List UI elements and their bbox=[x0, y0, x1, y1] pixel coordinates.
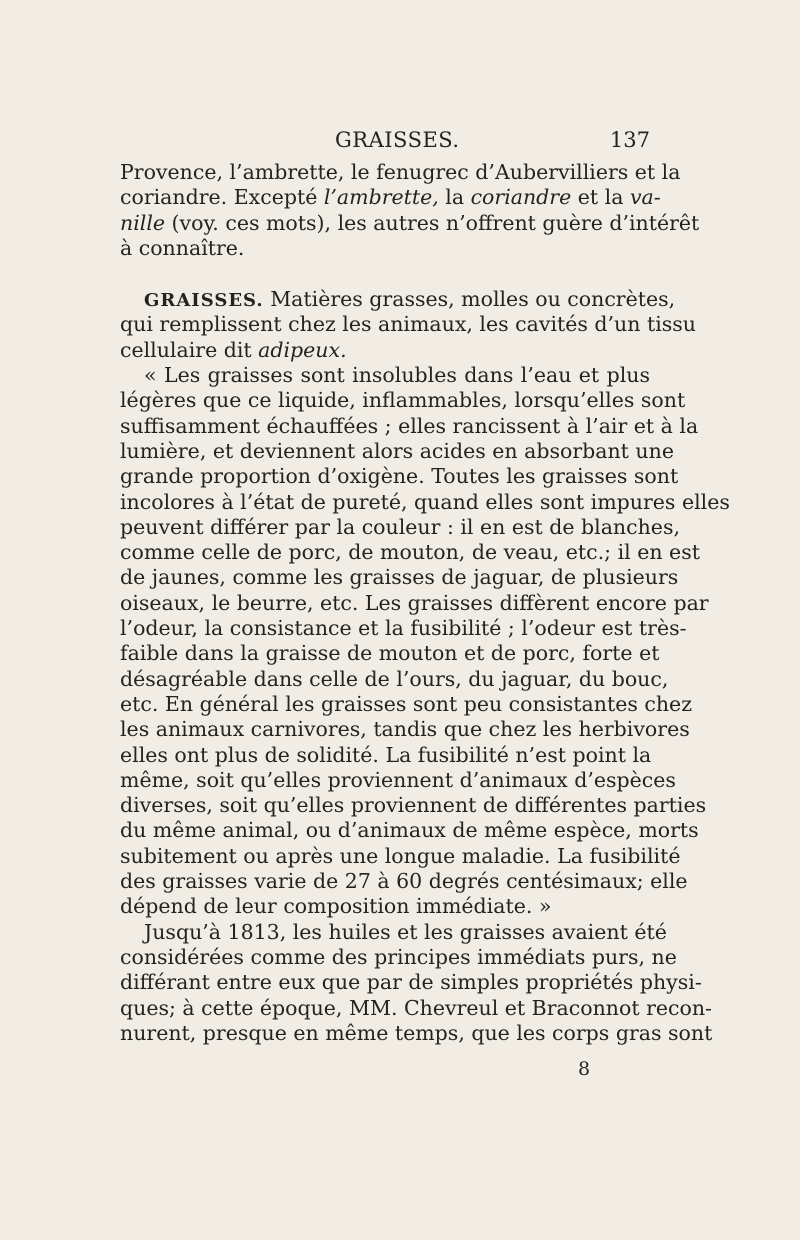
text-line: de jaunes, comme les graisses de jaguar, de plusieurs bbox=[120, 565, 679, 590]
text-line bbox=[120, 338, 650, 363]
italic-term: adipeux. bbox=[258, 337, 347, 362]
text-line: suffisamment échauffées ; elles rancissent à l’air et à la bbox=[120, 413, 699, 438]
text-line: peuvent différer par la couleur : il en est de blanches, bbox=[120, 514, 680, 539]
text-line: Jusqu’à 1813, les huiles et les graisses avaient été bbox=[144, 919, 667, 944]
entry-headword: GRAISSES. bbox=[144, 290, 264, 312]
italic-term: nille bbox=[120, 210, 166, 235]
paragraph-history bbox=[120, 919, 713, 1046]
text-line: subitement ou après une longue maladie. La fusibilité bbox=[120, 843, 681, 868]
paragraph-gap bbox=[120, 261, 650, 287]
text-line: « Les graisses sont insolubles dans l’eau et plus bbox=[144, 363, 650, 388]
text-span: (voy. ces mots), les autres n’offrent guère d’intérêt bbox=[165, 210, 700, 235]
text-line: nurent, presque en même temps, que les corps gras sont bbox=[120, 1020, 713, 1045]
text-span: et la bbox=[571, 185, 630, 210]
text-line: incolores à l’état de pureté, quand elles sont impures elles bbox=[120, 489, 730, 514]
text-line: les animaux carnivores, tandis que chez les herbivores bbox=[120, 717, 690, 742]
text-span: la bbox=[438, 185, 471, 210]
text-line: à connaître. bbox=[120, 235, 245, 260]
text-line bbox=[120, 210, 700, 236]
text-line: comme celle de porc, de mouton, de veau, etc.; il en est bbox=[120, 540, 700, 565]
paragraph-quote bbox=[120, 363, 730, 920]
text-line bbox=[120, 287, 676, 312]
text-span: cellulaire dit bbox=[120, 337, 259, 362]
italic-term: l’ambrette, bbox=[323, 185, 439, 210]
text-line: ques; à cette époque, MM. Chevreul et Braconnot recon- bbox=[120, 995, 712, 1020]
text-line: qui remplissent chez les animaux, les cavités d’un tissu bbox=[120, 312, 697, 337]
text-line: oiseaux, le beurre, etc. Les graisses diffèrent encore par bbox=[120, 590, 709, 615]
text-line: lumière, et deviennent alors acides en absorbant une bbox=[120, 438, 674, 463]
text-line: désagréable dans celle de l’ours, du jaguar, du bouc, bbox=[120, 666, 669, 691]
page-number: 137 bbox=[609, 128, 650, 152]
text-line: des graisses varie de 27 à 60 degrés centésimaux; elle bbox=[120, 869, 688, 894]
text-line: grande proportion d’oxigène. Toutes les graisses sont bbox=[120, 464, 679, 489]
running-title: GRAISSES. bbox=[335, 128, 460, 152]
text-line: légères que ce liquide, inflammables, lorsqu’elles sont bbox=[120, 388, 686, 413]
text-line: etc. En général les graisses sont peu consistantes chez bbox=[120, 691, 692, 716]
text-line: différant entre eux que par de simples propriétés physi- bbox=[120, 970, 702, 995]
text-span: coriandre. Excepté bbox=[120, 185, 324, 210]
text-line: du même animal, ou d’animaux de même espèce, morts bbox=[120, 818, 699, 843]
text-line: même, soit qu’elles proviennent d’animaux d’espèces bbox=[120, 767, 676, 792]
text-line: considérées comme des principes immédiats purs, ne bbox=[120, 944, 677, 969]
text-line: Provence, l’ambrette, le fenugrec d’Aubervilliers et la bbox=[120, 160, 681, 184]
text-line: diverses, soit qu’elles proviennent de différentes parties bbox=[120, 793, 707, 818]
page-header bbox=[120, 128, 650, 158]
signature-mark: 8 bbox=[578, 1058, 591, 1080]
text-line: faible dans la graisse de mouton et de porc, forte et bbox=[120, 641, 660, 666]
entry-graisses bbox=[120, 287, 697, 363]
paragraph-provence bbox=[120, 160, 700, 261]
text-line bbox=[120, 185, 661, 210]
italic-term: va- bbox=[629, 185, 661, 210]
text-line: l’odeur, la consistance et la fusibilité ; l’odeur est très- bbox=[120, 616, 687, 641]
text-line: dépend de leur composition immédiate. » bbox=[120, 894, 552, 919]
text-line: elles ont plus de solidité. La fusibilité n’est point la bbox=[120, 742, 652, 767]
italic-term: coriandre bbox=[470, 185, 572, 210]
page-body bbox=[120, 160, 730, 1046]
text-span: Matières grasses, molles ou concrètes, bbox=[263, 287, 676, 312]
